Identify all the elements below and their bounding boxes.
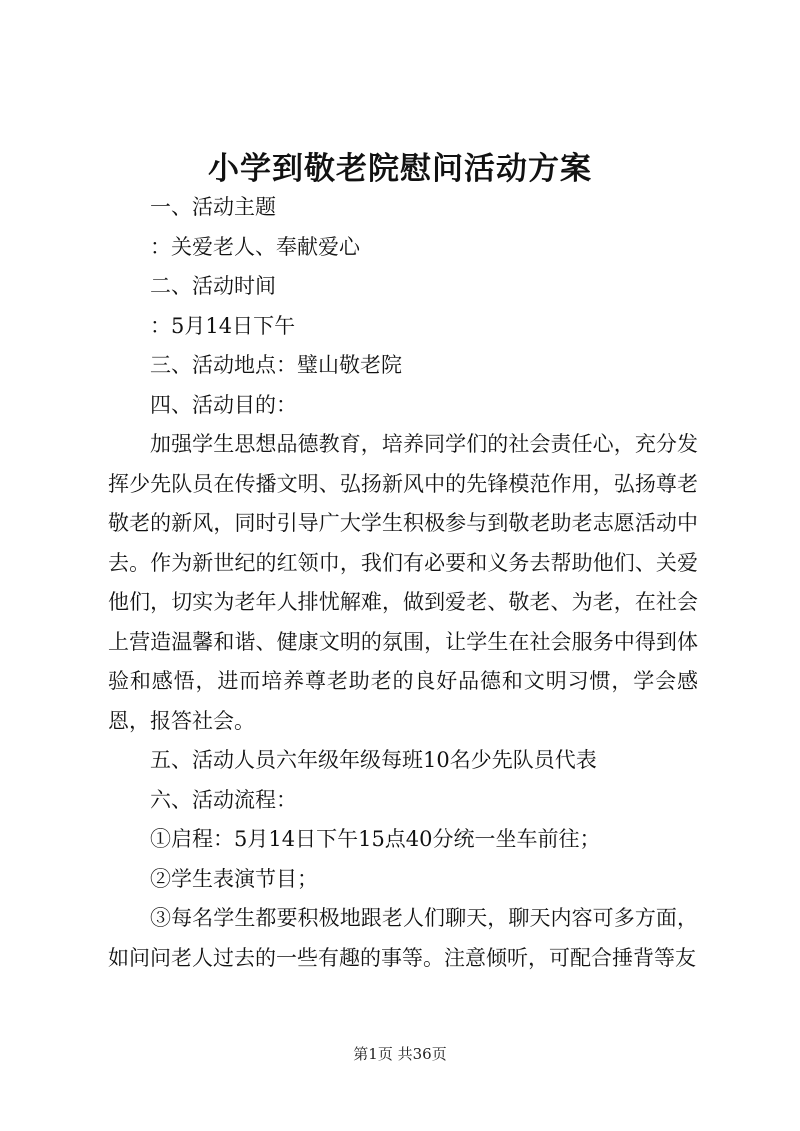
time-heading: 二、活动时间 bbox=[150, 274, 276, 298]
document-body bbox=[108, 188, 698, 978]
process-step-2: ②学生表演节目； bbox=[150, 866, 318, 891]
document-title: 小学到敬老院慰问活动方案 bbox=[208, 151, 592, 187]
location-line: 三、活动地点：璧山敬老院 bbox=[150, 353, 402, 377]
purpose-paragraph: 加强学生思想品德教育，培养同学们的社会责任心，充分发挥少先队员在传播文明、弘扬新风中的先锋模范作用，弘扬尊老敬老的新风，同时引导广大学生积极参与到敬老助老志愿活动中去。作为新世纪的红领巾，我们有必要和义务去帮助他们、关爱他们，切实为老年人排忧解难，做到爱老、敬老、为老，在社会上营造温馨和谐、健康文明的氛围，让学生在社会服务中得到体验和感悟，进而培养尊老助老的良好品德和文明习惯，学会感恩，报答社会。 bbox=[108, 432, 698, 733]
page-footer: 第1页 共36页 bbox=[353, 1045, 447, 1063]
process-step-1: ①启程：5月14日下午15点40分统一坐车前往； bbox=[150, 827, 601, 851]
theme-heading: 一、活动主题 bbox=[150, 195, 276, 219]
participants-line: 五、活动人员六年级年级每班10名少先队员代表 bbox=[150, 748, 597, 772]
process-step-3: ③每名学生都要积极地跟老人们聊天，聊天内容可多方面，如问问老人过去的一些有趣的事等。注意倾听，可配合捶背等友 bbox=[108, 906, 698, 970]
time-value: ：5月14日下午 bbox=[150, 313, 296, 338]
process-heading: 六、活动流程： bbox=[150, 787, 297, 812]
theme-value: ：关爱老人、奉献爱心 bbox=[150, 234, 360, 259]
purpose-heading: 四、活动目的： bbox=[150, 392, 297, 417]
